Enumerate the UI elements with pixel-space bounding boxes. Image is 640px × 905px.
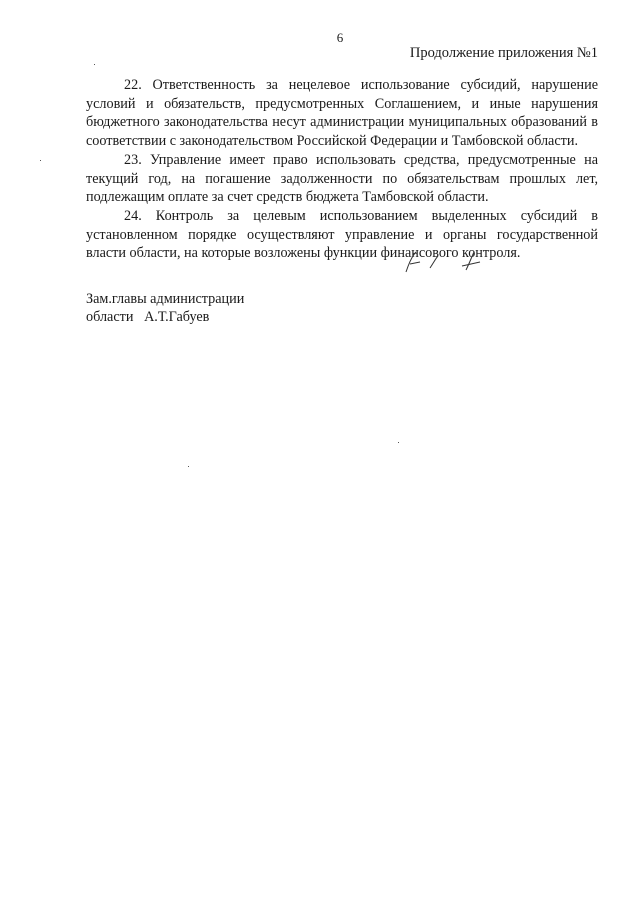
signature-block <box>86 290 244 326</box>
page-number: 6 <box>336 30 344 45</box>
appendix-continuation-note: Продолжение приложения №1 <box>409 45 598 61</box>
scan-speck <box>94 64 95 65</box>
scan-speck <box>40 160 41 161</box>
scan-speck <box>398 442 399 443</box>
document-body <box>86 76 598 263</box>
scan-speck <box>188 466 189 467</box>
signature-name: области А.Т.Габуев <box>86 309 210 325</box>
paragraph-24: 24. Контроль за целевым использованием выделенных субсидий в установленном порядке осуществляют управление и органы государственной власти области, на которые возложены функции финансового контроля. <box>86 207 598 262</box>
signature-position: Зам.главы администрации <box>86 291 245 307</box>
paragraph-22: 22. Ответственность за нецелевое использование субсидий, нарушение условий и обязательств, предусмотренных Соглашением, и иные нарушения бюджетного законодательства несут администрации муниципальных образований в соответствии с законодательством Российской Федерации и Тамбовской области. <box>86 77 598 150</box>
paragraph-23: 23. Управление имеет право использовать средства, предусмотренные на текущий год, на погашение задолженности по обязательствам прошлых лет, подлежащим оплате за счет средств бюджета Тамбовской области. <box>86 151 598 206</box>
